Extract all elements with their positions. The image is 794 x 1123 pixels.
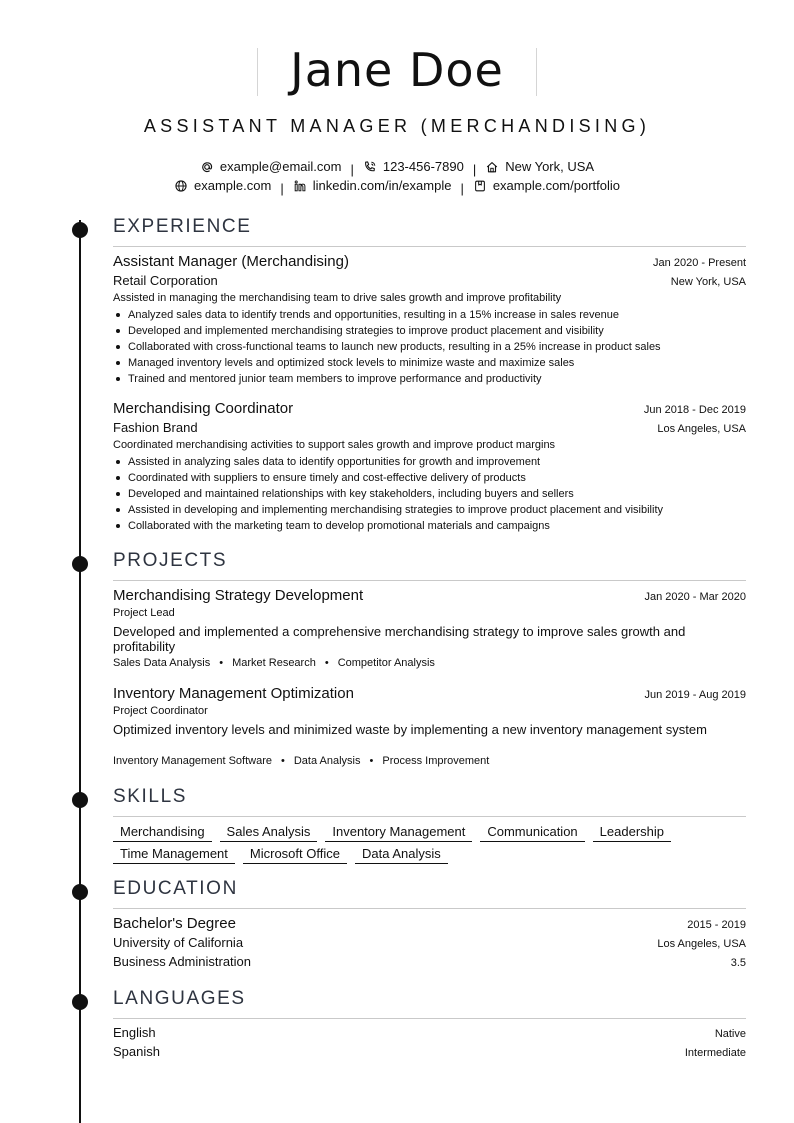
timeline-dot — [72, 792, 88, 808]
linkedin-icon — [293, 179, 307, 193]
skills-list — [113, 824, 753, 868]
linkedin-link[interactable]: linkedin.com/in/example — [293, 178, 452, 193]
education-field-row — [113, 954, 746, 969]
job-location: New York, USA — [670, 276, 746, 288]
project-dates: Jan 2020 - Mar 2020 — [644, 591, 746, 603]
project-description: Optimized inventory levels and minimized waste by implementing a new inventory management system — [113, 722, 707, 737]
project-tag: Sales Data Analysis — [113, 657, 211, 669]
job-header — [113, 400, 746, 417]
globe-icon — [174, 179, 188, 193]
skills-heading: SKILLS — [113, 786, 188, 807]
home-icon — [485, 160, 499, 174]
candidate-name: Jane Doe — [290, 43, 504, 97]
timeline-dot — [72, 994, 88, 1010]
language-level: Intermediate — [684, 1047, 746, 1059]
language-row — [113, 1025, 746, 1040]
name-header — [0, 40, 794, 100]
project-tag: Data Analysis — [293, 755, 361, 767]
phone-icon — [363, 160, 377, 174]
school: University of California — [113, 935, 244, 950]
job-dates: Jun 2018 - Dec 2019 — [643, 404, 746, 416]
job-header — [113, 253, 746, 270]
job-position: Merchandising Coordinator — [113, 400, 294, 417]
section-divider — [113, 908, 746, 909]
skill-chip: Sales Analysis — [220, 824, 318, 842]
list-item: Assisted in developing and implementing merchandising strategies to improve product placement and visibility — [113, 502, 663, 518]
job-location: Los Angeles, USA — [657, 423, 746, 435]
school-location: Los Angeles, USA — [657, 938, 746, 950]
job-title: ASSISTANT MANAGER (MERCHANDISING) — [143, 116, 651, 136]
list-item: Analyzed sales data to identify trends and opportunities, resulting in a 15% increase in sales revenue — [113, 307, 661, 323]
list-item: Assisted in analyzing sales data to identify opportunities for growth and improvement — [113, 454, 663, 470]
education-header — [113, 915, 746, 932]
list-item: Collaborated with cross-functional teams to launch new products, resulting in a 25% increase in product sales — [113, 339, 661, 355]
experience-heading: EXPERIENCE — [113, 216, 252, 237]
education-heading: EDUCATION — [113, 878, 238, 899]
location: New York, USA — [485, 159, 594, 174]
list-item: Coordinated with suppliers to ensure timely and cost-effective delivery of products — [113, 470, 663, 486]
job-bullets — [113, 307, 661, 387]
gpa: 3.5 — [730, 957, 746, 969]
timeline-dot — [72, 884, 88, 900]
phone-link[interactable]: 123-456-7890 — [363, 159, 464, 174]
contact-row-1: example@email.com | 123-456-7890 | New York, USA — [0, 159, 794, 177]
timeline-dot — [72, 556, 88, 572]
project-name: Inventory Management Optimization — [113, 685, 354, 702]
language-level: Native — [714, 1028, 746, 1040]
job-company-row — [113, 420, 746, 435]
project-role: Project Coordinator — [113, 705, 208, 717]
timeline-line — [79, 220, 81, 1123]
job-summary: Assisted in managing the merchandising team to drive sales growth and improve profitability — [113, 292, 562, 304]
language-row — [113, 1044, 746, 1059]
portfolio-link[interactable]: example.com/portfolio — [473, 178, 620, 193]
degree: Bachelor's Degree — [113, 915, 236, 932]
project-tag: Competitor Analysis — [337, 657, 435, 669]
skill-chip: Merchandising — [113, 824, 212, 842]
project-header — [113, 685, 746, 702]
project-description: Developed and implemented a comprehensive merchandising strategy to improve sales growth and profitability — [113, 624, 686, 654]
field-of-study: Business Administration — [113, 954, 252, 969]
job-company: Fashion Brand — [113, 420, 198, 435]
list-item: Collaborated with the marketing team to develop promotional materials and campaigns — [113, 518, 663, 534]
job-company-row — [113, 273, 746, 288]
job-dates: Jan 2020 - Present — [653, 257, 746, 269]
list-item: Trained and mentored junior team members to improve performance and productivity — [113, 371, 661, 387]
languages-heading: LANGUAGES — [113, 988, 246, 1009]
job-company: Retail Corporation — [113, 273, 218, 288]
project-tag: Inventory Management Software — [113, 755, 272, 767]
education-dates: 2015 - 2019 — [687, 919, 746, 931]
job-position: Assistant Manager (Merchandising) — [113, 253, 349, 270]
portfolio-icon — [473, 179, 487, 193]
email-link[interactable]: example@email.com — [200, 159, 342, 174]
skill-chip: Data Analysis — [355, 846, 448, 864]
list-item: Managed inventory levels and optimized stock levels to minimize waste and maximize sales — [113, 355, 661, 371]
list-item: Developed and maintained relationships with key stakeholders, including buyers and sellers — [113, 486, 663, 502]
project-tag: Process Improvement — [382, 755, 490, 767]
skill-chip: Inventory Management — [325, 824, 472, 842]
project-header — [113, 587, 746, 604]
project-tag: Market Research — [232, 657, 316, 669]
projects-heading: PROJECTS — [113, 550, 228, 571]
project-name: Merchandising Strategy Development — [113, 587, 364, 604]
project-tags: Sales Data Analysis • Market Research • Competitor Analysis — [113, 657, 435, 669]
section-divider — [113, 246, 746, 247]
job-bullets — [113, 454, 663, 534]
job-summary: Coordinated merchandising activities to support sales growth and improve product margins — [113, 439, 556, 451]
skill-chip: Microsoft Office — [243, 846, 347, 864]
section-divider — [113, 580, 746, 581]
language-name: Spanish — [113, 1044, 160, 1059]
education-school-row — [113, 935, 746, 950]
at-icon — [200, 160, 214, 174]
language-name: English — [113, 1025, 156, 1040]
project-role: Project Lead — [113, 607, 175, 619]
timeline-dot — [72, 222, 88, 238]
project-dates: Jun 2019 - Aug 2019 — [644, 689, 746, 701]
project-tags: Inventory Management Software • Data Analysis • Process Improvement — [113, 755, 490, 767]
contact-row-2: example.com | linkedin.com/in/example | example.com/portfolio — [0, 178, 794, 196]
skill-chip: Leadership — [593, 824, 671, 842]
list-item: Developed and implemented merchandising strategies to improve product placement and visibility — [113, 323, 661, 339]
section-divider — [113, 816, 746, 817]
website-link[interactable]: example.com — [174, 178, 271, 193]
skill-chip: Time Management — [113, 846, 235, 864]
section-divider — [113, 1018, 746, 1019]
skill-chip: Communication — [480, 824, 584, 842]
